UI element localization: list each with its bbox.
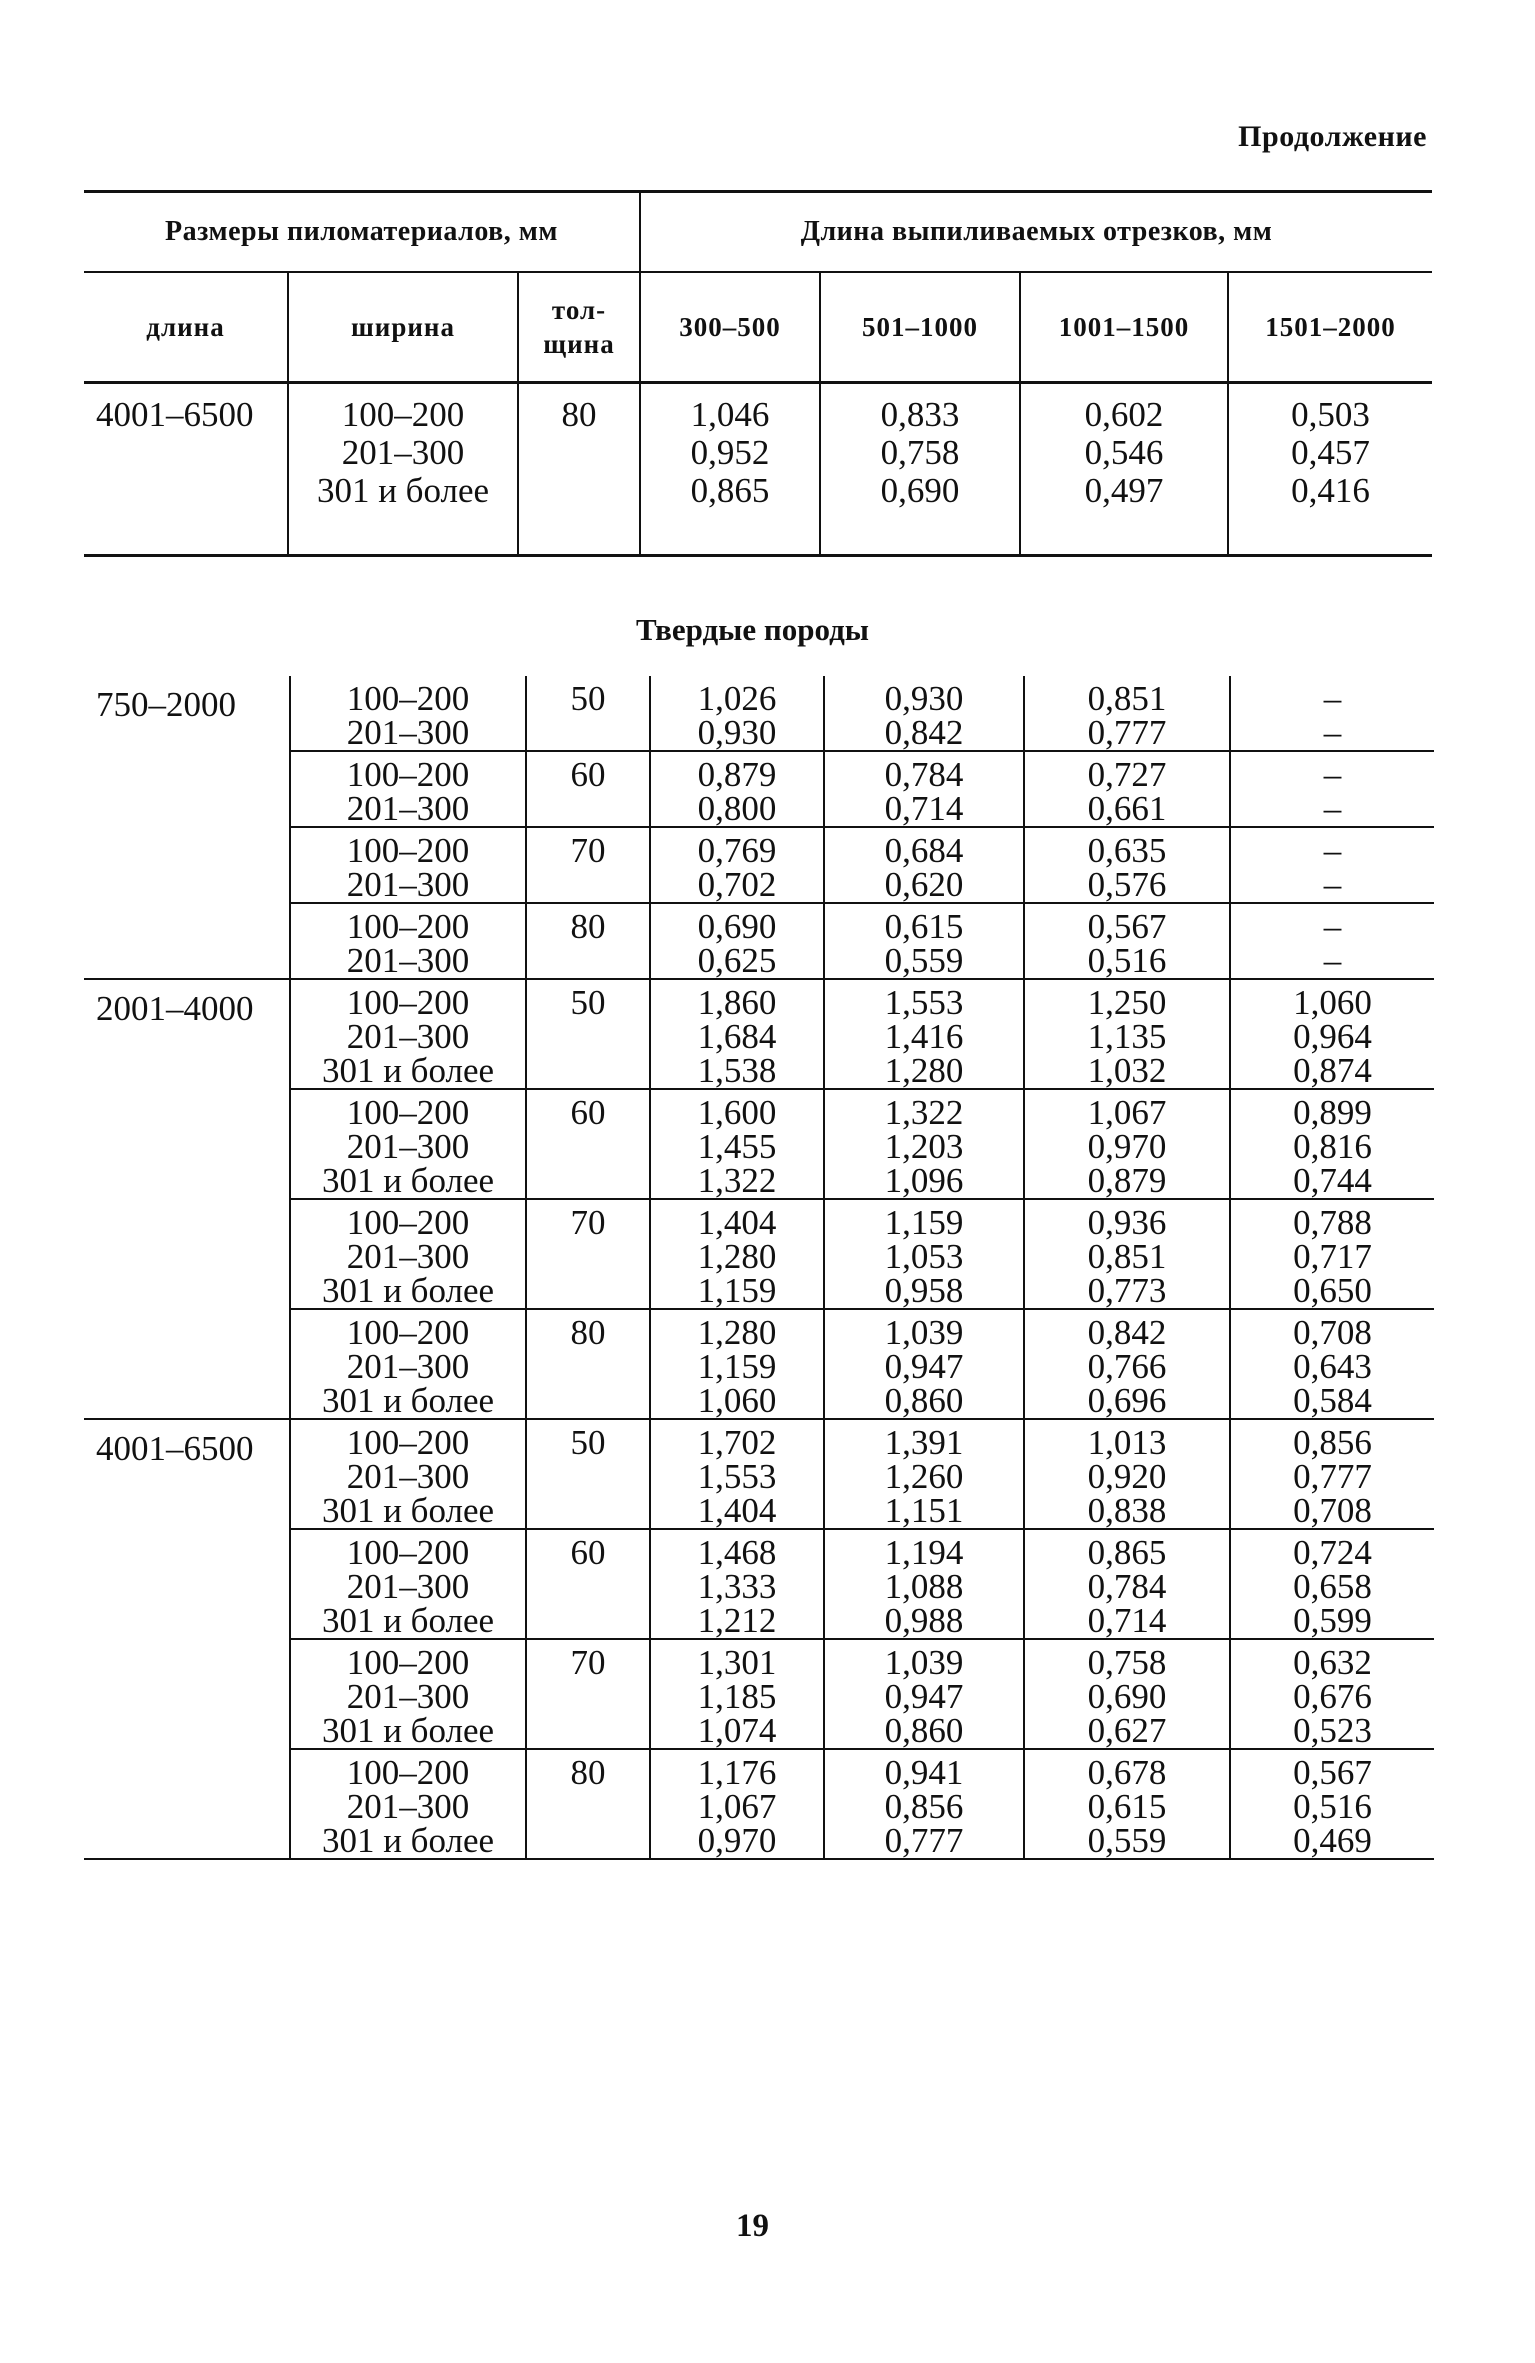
thickness-cell: 50 bbox=[526, 979, 650, 1089]
cell-line: 301 и более bbox=[316, 471, 490, 510]
cell-line: 0,650 bbox=[1293, 1271, 1372, 1310]
cell-line: 100–200 bbox=[346, 1313, 470, 1352]
value-cell bbox=[640, 383, 820, 556]
cell-line: 1,176 bbox=[697, 1753, 777, 1792]
cell-line: 0,567 bbox=[1087, 907, 1167, 946]
cell-line: 201–300 bbox=[346, 1457, 470, 1496]
value-cell bbox=[650, 1199, 824, 1309]
value-cell bbox=[824, 903, 1024, 979]
cell-line: 0,708 bbox=[1293, 1313, 1372, 1352]
cell-line: 1,135 bbox=[1087, 1017, 1167, 1056]
cell-line: 301 и более bbox=[321, 1491, 495, 1530]
width-cell bbox=[290, 1089, 526, 1199]
value-cell bbox=[1024, 1419, 1230, 1529]
cell-line: 1,860 bbox=[697, 983, 777, 1022]
cell-line: – bbox=[1323, 865, 1342, 904]
length-cell bbox=[84, 1529, 290, 1639]
value-cell bbox=[820, 383, 1020, 556]
col-range-3-header: 1001–1500 bbox=[1020, 272, 1228, 383]
cell-line: – bbox=[1323, 679, 1342, 718]
cell-line: 1,404 bbox=[697, 1491, 777, 1530]
col-length-header: длина bbox=[84, 272, 288, 383]
cell-line: 1,060 bbox=[1293, 983, 1372, 1022]
cell-line: 201–300 bbox=[346, 1677, 470, 1716]
cell-line: 1,702 bbox=[697, 1423, 777, 1462]
value-cell bbox=[1024, 676, 1230, 751]
cell-line: 0,690 bbox=[697, 907, 777, 946]
value-cell bbox=[650, 1309, 824, 1419]
table-row bbox=[84, 1199, 1434, 1309]
cell-line: 0,584 bbox=[1293, 1381, 1372, 1420]
col-thickness-header-line1: тол- bbox=[551, 295, 607, 325]
cell-line: 0,632 bbox=[1293, 1643, 1372, 1682]
cell-line: 0,620 bbox=[884, 865, 964, 904]
length-cell: 4001–6500 bbox=[84, 1419, 290, 1529]
cell-line: 0,879 bbox=[1087, 1161, 1167, 1200]
cell-line: 0,744 bbox=[1293, 1161, 1372, 1200]
cell-line: 0,567 bbox=[1293, 1753, 1372, 1792]
width-cell bbox=[290, 1639, 526, 1749]
length-cell: 4001–6500 bbox=[84, 383, 288, 556]
cell-line: 0,865 bbox=[1087, 1533, 1167, 1572]
cell-line: 0,766 bbox=[1087, 1347, 1167, 1386]
value-cell bbox=[650, 1529, 824, 1639]
width-cell bbox=[290, 979, 526, 1089]
cell-line: 0,684 bbox=[884, 831, 964, 870]
continuation-label: Продолжение bbox=[1238, 120, 1427, 153]
length-cell: 2001–4000 bbox=[84, 979, 290, 1089]
cell-line: 0,416 bbox=[1291, 471, 1370, 510]
cell-line: 201–300 bbox=[346, 1017, 470, 1056]
cell-line: 0,784 bbox=[884, 755, 964, 794]
cell-line: 0,717 bbox=[1293, 1237, 1372, 1276]
width-cell bbox=[290, 1419, 526, 1529]
width-cell bbox=[290, 676, 526, 751]
thickness-cell: 70 bbox=[526, 827, 650, 903]
cell-line: 1,088 bbox=[884, 1567, 964, 1606]
cell-line: 1,212 bbox=[697, 1601, 777, 1640]
cell-line: 1,600 bbox=[697, 1093, 777, 1132]
cell-line: 1,185 bbox=[697, 1677, 777, 1716]
cell-line: 301 и более bbox=[321, 1601, 495, 1640]
cell-line: 201–300 bbox=[346, 1787, 470, 1826]
cell-line: – bbox=[1323, 789, 1342, 828]
table-row bbox=[84, 1089, 1434, 1199]
col-range-4-header: 1501–2000 bbox=[1228, 272, 1432, 383]
width-cell bbox=[288, 383, 518, 556]
cell-line: 0,952 bbox=[690, 433, 770, 472]
value-cell bbox=[650, 827, 824, 903]
cell-line: 0,947 bbox=[884, 1347, 964, 1386]
cell-line: 201–300 bbox=[341, 433, 465, 472]
cell-line: 301 и более bbox=[321, 1821, 495, 1860]
cell-line: 100–200 bbox=[346, 1093, 470, 1132]
length-cell bbox=[84, 827, 290, 903]
header-lumber-sizes: Размеры пиломатериалов, мм bbox=[84, 192, 640, 273]
cell-line: 301 и более bbox=[321, 1051, 495, 1090]
table-row bbox=[84, 676, 1434, 751]
cell-line: 0,941 bbox=[884, 1753, 964, 1792]
table-row bbox=[84, 383, 1432, 556]
cell-line: 0,635 bbox=[1087, 831, 1167, 870]
width-cell bbox=[290, 827, 526, 903]
cell-line: 1,039 bbox=[884, 1313, 964, 1352]
cell-line: 0,702 bbox=[697, 865, 777, 904]
cell-line: 0,602 bbox=[1084, 395, 1164, 434]
value-cell bbox=[824, 1639, 1024, 1749]
cell-line: 0,851 bbox=[1087, 679, 1167, 718]
value-cell bbox=[824, 1529, 1024, 1639]
col-thickness-header bbox=[518, 272, 640, 383]
cell-line: 0,559 bbox=[884, 941, 964, 980]
value-cell bbox=[1228, 383, 1432, 556]
value-cell bbox=[1024, 903, 1230, 979]
cell-line: 100–200 bbox=[346, 1753, 470, 1792]
cell-line: 0,930 bbox=[697, 713, 777, 752]
cell-line: 201–300 bbox=[346, 865, 470, 904]
cell-line: 0,469 bbox=[1293, 1821, 1372, 1860]
cell-line: – bbox=[1323, 713, 1342, 752]
value-cell bbox=[1024, 751, 1230, 827]
cell-line: 0,838 bbox=[1087, 1491, 1167, 1530]
cell-line: 1,280 bbox=[697, 1313, 777, 1352]
cell-line: 1,067 bbox=[1087, 1093, 1167, 1132]
cell-line: 100–200 bbox=[346, 755, 470, 794]
cell-line: 201–300 bbox=[346, 1237, 470, 1276]
col-thickness-header-line2: щина bbox=[543, 329, 615, 359]
length-cell: 750–2000 bbox=[84, 676, 290, 751]
col-range-1-header: 300–500 bbox=[640, 272, 820, 383]
cell-line: 0,970 bbox=[1087, 1127, 1167, 1166]
cell-line: – bbox=[1323, 941, 1342, 980]
cell-line: 0,690 bbox=[880, 471, 960, 510]
cell-line: 100–200 bbox=[346, 679, 470, 718]
table-row bbox=[84, 827, 1434, 903]
value-cell bbox=[1024, 1089, 1230, 1199]
value-cell bbox=[1230, 903, 1434, 979]
length-cell bbox=[84, 1199, 290, 1309]
table-row bbox=[84, 1639, 1434, 1749]
width-cell bbox=[290, 751, 526, 827]
cell-line: 0,970 bbox=[697, 1821, 777, 1860]
cell-line: 0,856 bbox=[1293, 1423, 1372, 1462]
cell-line: 1,538 bbox=[697, 1051, 777, 1090]
cell-line: 0,727 bbox=[1087, 755, 1167, 794]
cell-line: 1,151 bbox=[884, 1491, 964, 1530]
length-cell bbox=[84, 751, 290, 827]
cell-line: 301 и более bbox=[321, 1271, 495, 1310]
value-cell bbox=[1024, 1639, 1230, 1749]
cell-line: 0,696 bbox=[1087, 1381, 1167, 1420]
cell-line: 1,060 bbox=[697, 1381, 777, 1420]
cell-line: – bbox=[1323, 755, 1342, 794]
value-cell bbox=[824, 751, 1024, 827]
cell-line: 1,322 bbox=[884, 1093, 964, 1132]
cell-line: 201–300 bbox=[346, 789, 470, 828]
cell-line: 0,724 bbox=[1293, 1533, 1372, 1572]
cell-line: 1,046 bbox=[690, 395, 770, 434]
cell-line: 0,958 bbox=[884, 1271, 964, 1310]
cell-line: 0,516 bbox=[1293, 1787, 1372, 1826]
value-cell bbox=[1230, 676, 1434, 751]
cell-line: 1,301 bbox=[697, 1643, 777, 1682]
cell-line: 0,777 bbox=[1087, 713, 1167, 752]
width-cell bbox=[290, 903, 526, 979]
cell-line: 1,159 bbox=[884, 1203, 964, 1242]
cell-line: 0,769 bbox=[697, 831, 777, 870]
cell-line: 0,777 bbox=[1293, 1457, 1372, 1496]
col-range-2-header: 501–1000 bbox=[820, 272, 1020, 383]
cell-line: 0,879 bbox=[697, 755, 777, 794]
cell-line: 1,553 bbox=[884, 983, 964, 1022]
cell-line: 0,865 bbox=[690, 471, 770, 510]
cell-line: 301 и более bbox=[321, 1381, 495, 1420]
cell-line: 0,516 bbox=[1087, 941, 1167, 980]
cell-line: 0,559 bbox=[1087, 1821, 1167, 1860]
header-cut-lengths: Длина выпиливаемых отрезков, мм bbox=[640, 192, 1432, 273]
value-cell bbox=[650, 1089, 824, 1199]
cell-line: 1,039 bbox=[884, 1643, 964, 1682]
section-title: Твердые породы bbox=[636, 612, 869, 647]
cell-line: 1,074 bbox=[697, 1711, 777, 1750]
cell-line: 1,026 bbox=[697, 679, 777, 718]
value-cell bbox=[824, 1199, 1024, 1309]
width-cell bbox=[290, 1309, 526, 1419]
thickness-cell: 80 bbox=[526, 1749, 650, 1859]
cell-line: 0,860 bbox=[884, 1381, 964, 1420]
value-cell bbox=[1230, 751, 1434, 827]
cell-line: 0,851 bbox=[1087, 1237, 1167, 1276]
cell-line: 0,964 bbox=[1293, 1017, 1372, 1056]
cell-line: 100–200 bbox=[346, 1203, 470, 1242]
thickness-cell: 60 bbox=[526, 1089, 650, 1199]
cell-line: 0,497 bbox=[1084, 471, 1164, 510]
value-cell bbox=[650, 1419, 824, 1529]
length-cell bbox=[84, 1749, 290, 1859]
thickness-cell: 70 bbox=[526, 1639, 650, 1749]
value-cell bbox=[1230, 1749, 1434, 1859]
table-row bbox=[84, 1749, 1434, 1859]
length-cell bbox=[84, 1089, 290, 1199]
table-row bbox=[84, 1529, 1434, 1639]
cell-line: – bbox=[1323, 831, 1342, 870]
cell-line: – bbox=[1323, 907, 1342, 946]
value-cell bbox=[824, 979, 1024, 1089]
thickness-cell: 80 bbox=[518, 383, 640, 556]
value-cell bbox=[650, 676, 824, 751]
cell-line: 201–300 bbox=[346, 1127, 470, 1166]
cell-line: 1,684 bbox=[697, 1017, 777, 1056]
cell-line: 0,947 bbox=[884, 1677, 964, 1716]
cell-line: 0,860 bbox=[884, 1711, 964, 1750]
cell-line: 0,661 bbox=[1087, 789, 1167, 828]
cell-line: 1,159 bbox=[697, 1271, 777, 1310]
cell-line: 1,260 bbox=[884, 1457, 964, 1496]
cell-line: 0,773 bbox=[1087, 1271, 1167, 1310]
value-cell bbox=[650, 751, 824, 827]
value-cell bbox=[1230, 827, 1434, 903]
thickness-cell: 80 bbox=[526, 903, 650, 979]
cell-line: 100–200 bbox=[346, 983, 470, 1022]
table-row bbox=[84, 1419, 1434, 1529]
cell-line: 0,920 bbox=[1087, 1457, 1167, 1496]
hard-wood-table bbox=[84, 676, 1434, 1860]
cell-line: 0,457 bbox=[1291, 433, 1370, 472]
thickness-cell: 60 bbox=[526, 751, 650, 827]
page-number: 19 bbox=[736, 2208, 769, 2244]
width-cell bbox=[290, 1199, 526, 1309]
value-cell bbox=[650, 1639, 824, 1749]
cell-line: 1,468 bbox=[697, 1533, 777, 1572]
cell-line: 0,842 bbox=[1087, 1313, 1167, 1352]
width-cell bbox=[290, 1749, 526, 1859]
cell-line: 1,553 bbox=[697, 1457, 777, 1496]
value-cell bbox=[1230, 1199, 1434, 1309]
value-cell bbox=[1024, 827, 1230, 903]
cell-line: 0,899 bbox=[1293, 1093, 1372, 1132]
value-cell bbox=[650, 903, 824, 979]
cell-line: 0,856 bbox=[884, 1787, 964, 1826]
value-cell bbox=[824, 1089, 1024, 1199]
cell-line: 201–300 bbox=[346, 1567, 470, 1606]
cell-line: 1,032 bbox=[1087, 1051, 1167, 1090]
cell-line: 0,690 bbox=[1087, 1677, 1167, 1716]
cell-line: 1,280 bbox=[697, 1237, 777, 1276]
cell-line: 201–300 bbox=[346, 713, 470, 752]
cell-line: 301 и более bbox=[321, 1711, 495, 1750]
cell-line: 1,053 bbox=[884, 1237, 964, 1276]
cell-line: 1,250 bbox=[1087, 983, 1167, 1022]
table-row bbox=[84, 751, 1434, 827]
cell-line: 0,625 bbox=[697, 941, 777, 980]
value-cell bbox=[824, 1309, 1024, 1419]
cell-line: 201–300 bbox=[346, 941, 470, 980]
cell-line: 100–200 bbox=[346, 1643, 470, 1682]
cell-line: 100–200 bbox=[346, 907, 470, 946]
cell-line: 0,599 bbox=[1293, 1601, 1372, 1640]
table-row bbox=[84, 903, 1434, 979]
cell-line: 1,416 bbox=[884, 1017, 964, 1056]
thickness-cell: 50 bbox=[526, 1419, 650, 1529]
value-cell bbox=[1024, 979, 1230, 1089]
value-cell bbox=[1230, 1529, 1434, 1639]
value-cell bbox=[1230, 1309, 1434, 1419]
cell-line: 0,788 bbox=[1293, 1203, 1372, 1242]
value-cell bbox=[1024, 1199, 1230, 1309]
cell-line: 0,678 bbox=[1087, 1753, 1167, 1792]
width-cell bbox=[290, 1529, 526, 1639]
cell-line: 0,523 bbox=[1293, 1711, 1372, 1750]
cell-line: 0,658 bbox=[1293, 1567, 1372, 1606]
value-cell bbox=[1230, 1639, 1434, 1749]
length-cell bbox=[84, 903, 290, 979]
cell-line: 0,833 bbox=[880, 395, 960, 434]
length-cell bbox=[84, 1309, 290, 1419]
cell-line: 1,096 bbox=[884, 1161, 964, 1200]
cell-line: 0,936 bbox=[1087, 1203, 1167, 1242]
value-cell bbox=[824, 1749, 1024, 1859]
table-row bbox=[84, 1309, 1434, 1419]
cell-line: 0,615 bbox=[1087, 1787, 1167, 1826]
cell-line: 1,455 bbox=[697, 1127, 777, 1166]
value-cell bbox=[650, 979, 824, 1089]
cell-line: 100–200 bbox=[346, 1423, 470, 1462]
cell-line: 0,842 bbox=[884, 713, 964, 752]
cell-line: 100–200 bbox=[346, 1533, 470, 1572]
cell-line: 0,784 bbox=[1087, 1567, 1167, 1606]
cell-line: 0,758 bbox=[1087, 1643, 1167, 1682]
cell-line: 100–200 bbox=[341, 395, 465, 434]
cell-line: 1,203 bbox=[884, 1127, 964, 1166]
value-cell bbox=[824, 827, 1024, 903]
cell-line: 100–200 bbox=[346, 831, 470, 870]
cell-line: 0,546 bbox=[1084, 433, 1164, 472]
thickness-cell: 60 bbox=[526, 1529, 650, 1639]
col-width-header: ширина bbox=[288, 272, 518, 383]
cell-line: 0,627 bbox=[1087, 1711, 1167, 1750]
cell-line: 201–300 bbox=[346, 1347, 470, 1386]
cell-line: 0,816 bbox=[1293, 1127, 1372, 1166]
value-cell bbox=[824, 676, 1024, 751]
cell-line: 301 и более bbox=[321, 1161, 495, 1200]
value-cell bbox=[1230, 979, 1434, 1089]
cell-line: 0,777 bbox=[884, 1821, 964, 1860]
cell-line: 0,714 bbox=[1087, 1601, 1167, 1640]
value-cell bbox=[1230, 1419, 1434, 1529]
thickness-cell: 70 bbox=[526, 1199, 650, 1309]
cell-line: 1,013 bbox=[1087, 1423, 1167, 1462]
cell-line: 0,503 bbox=[1291, 395, 1370, 434]
table-row bbox=[84, 979, 1434, 1089]
value-cell bbox=[1024, 1749, 1230, 1859]
cell-line: 0,714 bbox=[884, 789, 964, 828]
cell-line: 1,333 bbox=[697, 1567, 777, 1606]
thickness-cell: 80 bbox=[526, 1309, 650, 1419]
cell-line: 0,708 bbox=[1293, 1491, 1372, 1530]
value-cell bbox=[1024, 1309, 1230, 1419]
cell-line: 0,615 bbox=[884, 907, 964, 946]
cell-line: 0,800 bbox=[697, 789, 777, 828]
value-cell bbox=[824, 1419, 1024, 1529]
cell-line: 0,676 bbox=[1293, 1677, 1372, 1716]
cell-line: 0,874 bbox=[1293, 1051, 1372, 1090]
cell-line: 1,067 bbox=[697, 1787, 777, 1826]
cell-line: 1,280 bbox=[884, 1051, 964, 1090]
cell-line: 1,194 bbox=[884, 1533, 964, 1572]
value-cell bbox=[650, 1749, 824, 1859]
value-cell bbox=[1024, 1529, 1230, 1639]
cell-line: 0,988 bbox=[884, 1601, 964, 1640]
value-cell bbox=[1230, 1089, 1434, 1199]
top-table bbox=[84, 190, 1432, 557]
length-cell bbox=[84, 1639, 290, 1749]
cell-line: 0,576 bbox=[1087, 865, 1167, 904]
cell-line: 0,758 bbox=[880, 433, 960, 472]
thickness-cell: 50 bbox=[526, 676, 650, 751]
cell-line: 0,643 bbox=[1293, 1347, 1372, 1386]
cell-line: 1,391 bbox=[884, 1423, 964, 1462]
cell-line: 0,930 bbox=[884, 679, 964, 718]
cell-line: 1,159 bbox=[697, 1347, 777, 1386]
cell-line: 1,322 bbox=[697, 1161, 777, 1200]
cell-line: 1,404 bbox=[697, 1203, 777, 1242]
value-cell bbox=[1020, 383, 1228, 556]
